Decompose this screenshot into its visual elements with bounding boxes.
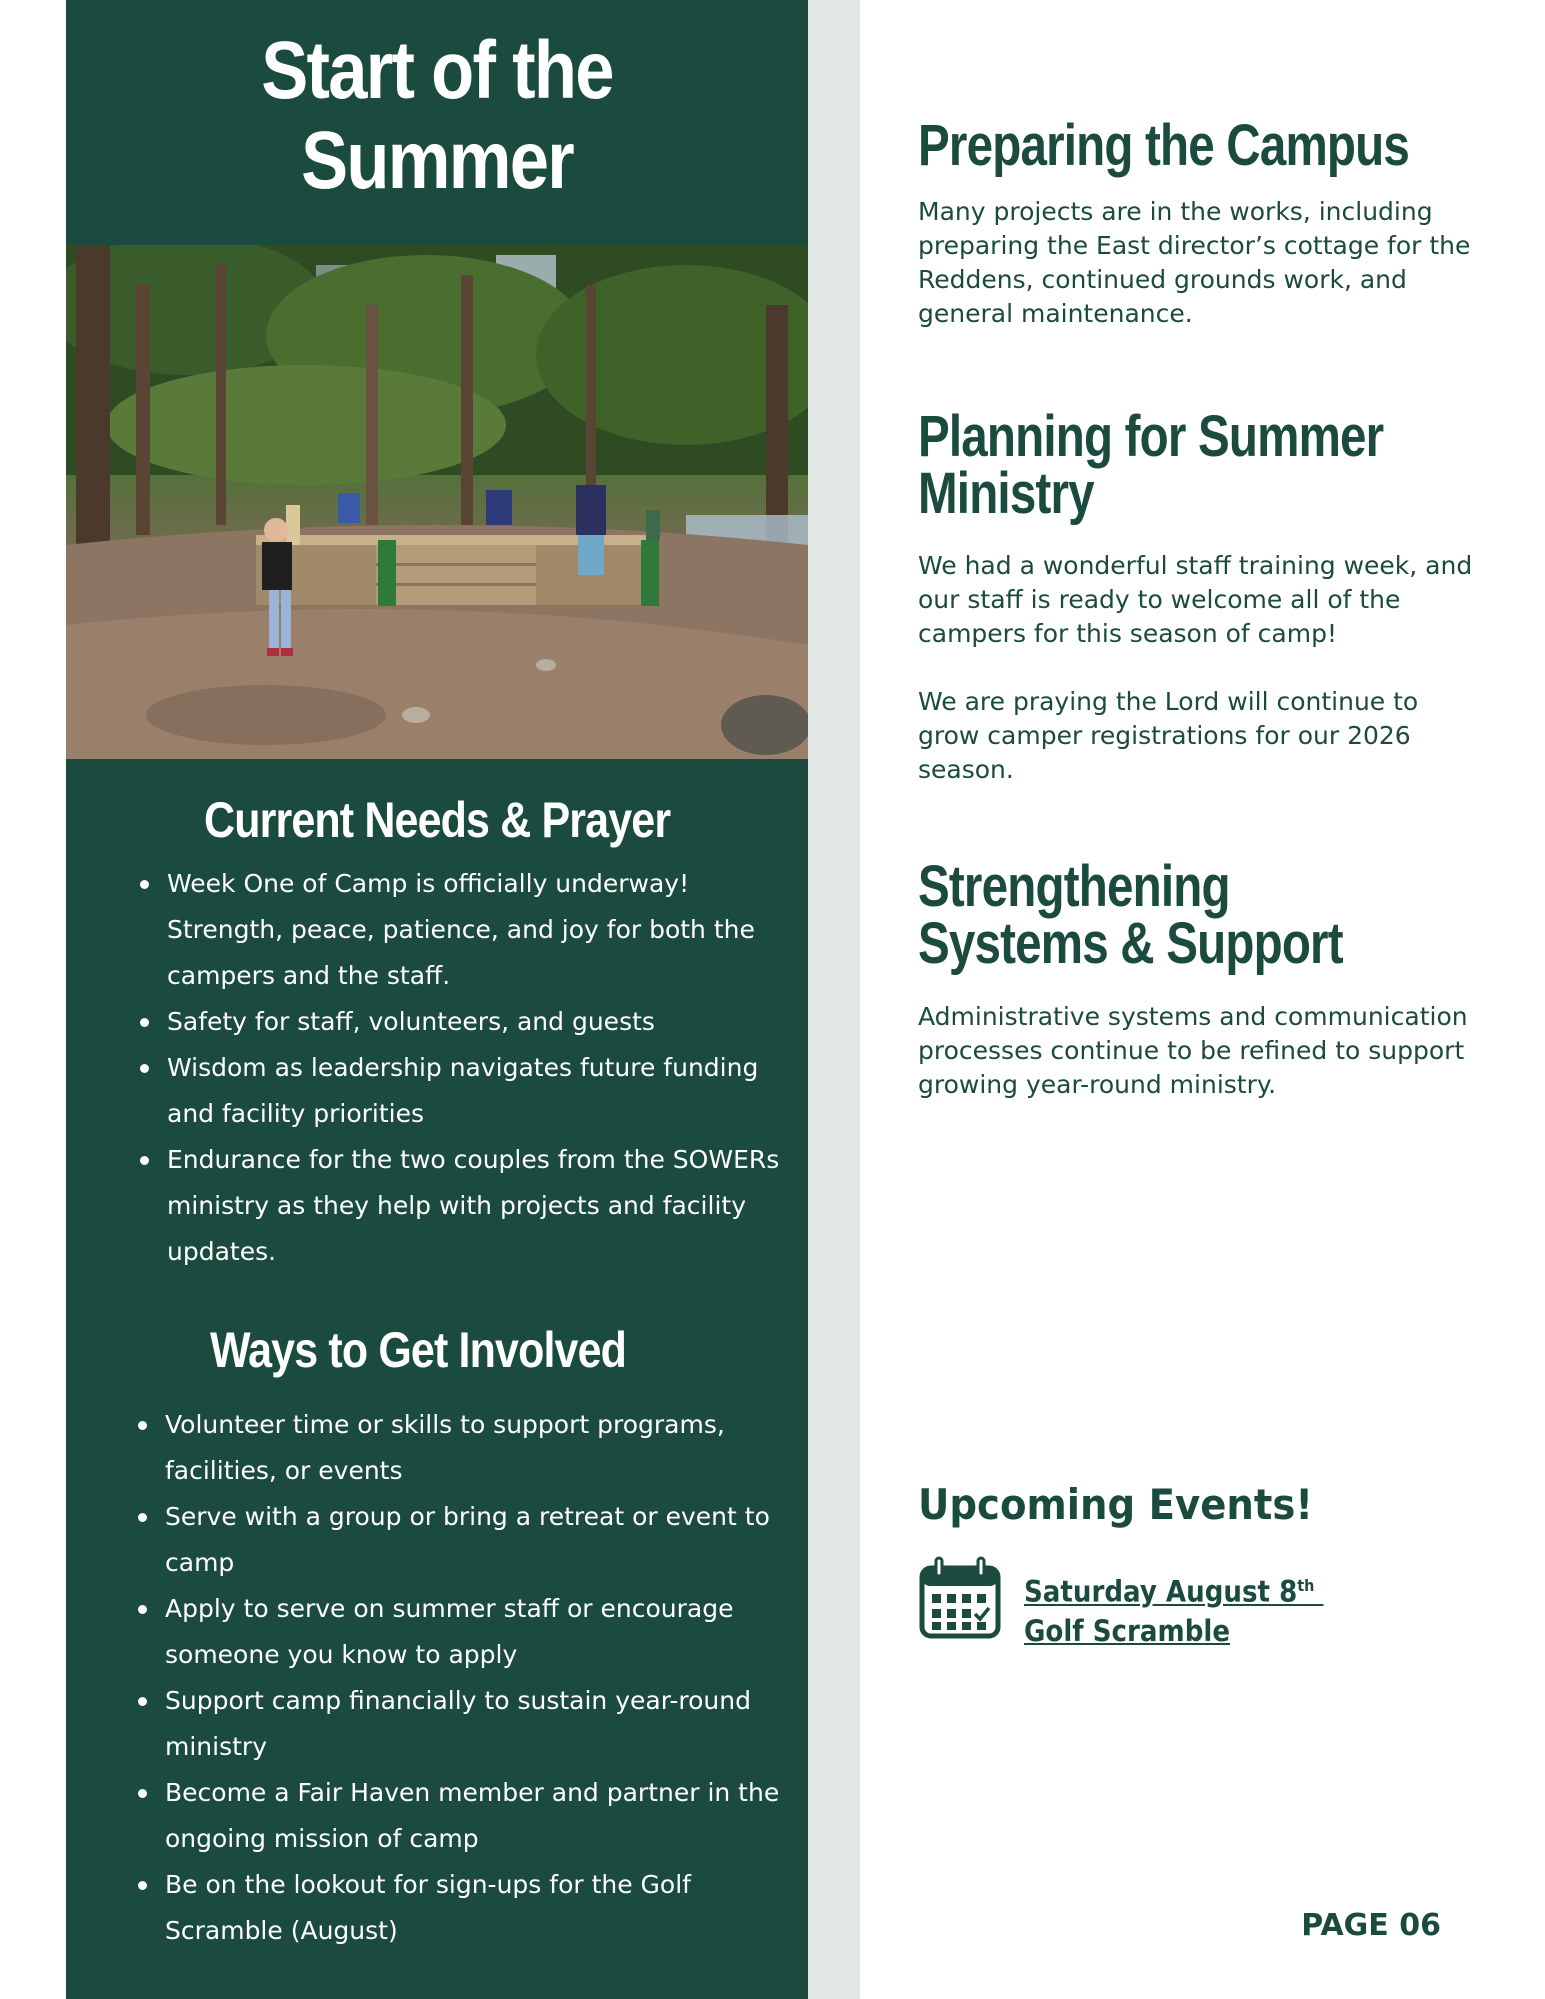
needs-heading: Current Needs & Prayer — [204, 792, 671, 848]
planning-body-2: We are praying the Lord will continue to grow camper registrations for our 2026 season. — [918, 687, 1419, 784]
event-date: Saturday August 8 — [1024, 1574, 1298, 1609]
page-title-line-1: Start of the — [261, 25, 613, 116]
systems-heading — [918, 854, 1343, 976]
page-number: PAGE 06 — [1301, 1908, 1441, 1943]
involved-item: Apply to serve on summer staff or encourage someone you know to apply — [165, 1586, 805, 1678]
events-heading: Upcoming Events! — [918, 1480, 1314, 1529]
campus-heading-text: Preparing the Campus — [918, 113, 1410, 178]
systems-heading-line-2: Systems & Support — [918, 911, 1343, 976]
campus-body: Many projects are in the works, including preparing the East director’s cottage for the Reddens, continued grounds work, and general maintenance. — [918, 197, 1471, 328]
involved-item: Be on the lookout for sign-ups for the Golf Scramble (August) — [165, 1862, 805, 1954]
involved-item: Volunteer time or skills to support programs, facilities, or events — [165, 1402, 805, 1494]
page-title-line-2: Summer — [301, 115, 573, 206]
needs-item: Week One of Camp is officially underway! Strength, peace, patience, and joy for both the campers and the staff. — [167, 861, 807, 999]
involved-item: Support camp financially to sustain year-round ministry — [165, 1678, 805, 1770]
planning-heading — [918, 404, 1384, 526]
column-gutter — [808, 0, 860, 1999]
systems-body: Administrative systems and communication processes continue to be refined to support growing year-round ministry. — [918, 1002, 1468, 1099]
needs-list — [135, 861, 807, 1275]
camp-photo — [66, 245, 808, 759]
planning-heading-line-1: Planning for Summer — [918, 404, 1384, 469]
needs-item: Safety for staff, volunteers, and guests — [167, 999, 807, 1045]
page-title — [118, 26, 756, 206]
campus-heading — [918, 113, 1410, 178]
planning-body-1: We had a wonderful staff training week, and our staff is ready to welcome all of the campers for this season of camp! — [918, 551, 1473, 648]
event-name: Golf Scramble — [1024, 1613, 1231, 1648]
involved-list — [133, 1402, 805, 1954]
involved-item: Serve with a group or bring a retreat or event to camp — [165, 1494, 805, 1586]
needs-item: Wisdom as leadership navigates future funding and facility priorities — [167, 1045, 807, 1137]
calendar-icon — [918, 1556, 1002, 1640]
golf-scramble-event-link[interactable] — [1024, 1566, 1323, 1651]
event-date-suffix: th — [1297, 1576, 1315, 1595]
systems-heading-line-1: Strengthening — [918, 854, 1230, 919]
involved-item: Become a Fair Haven member and partner in the ongoing mission of camp — [165, 1770, 805, 1862]
needs-item: Endurance for the two couples from the SOWERs ministry as they help with projects and facility updates. — [167, 1137, 807, 1275]
involved-heading: Ways to Get Involved — [210, 1322, 627, 1378]
planning-heading-line-2: Ministry — [918, 461, 1094, 526]
